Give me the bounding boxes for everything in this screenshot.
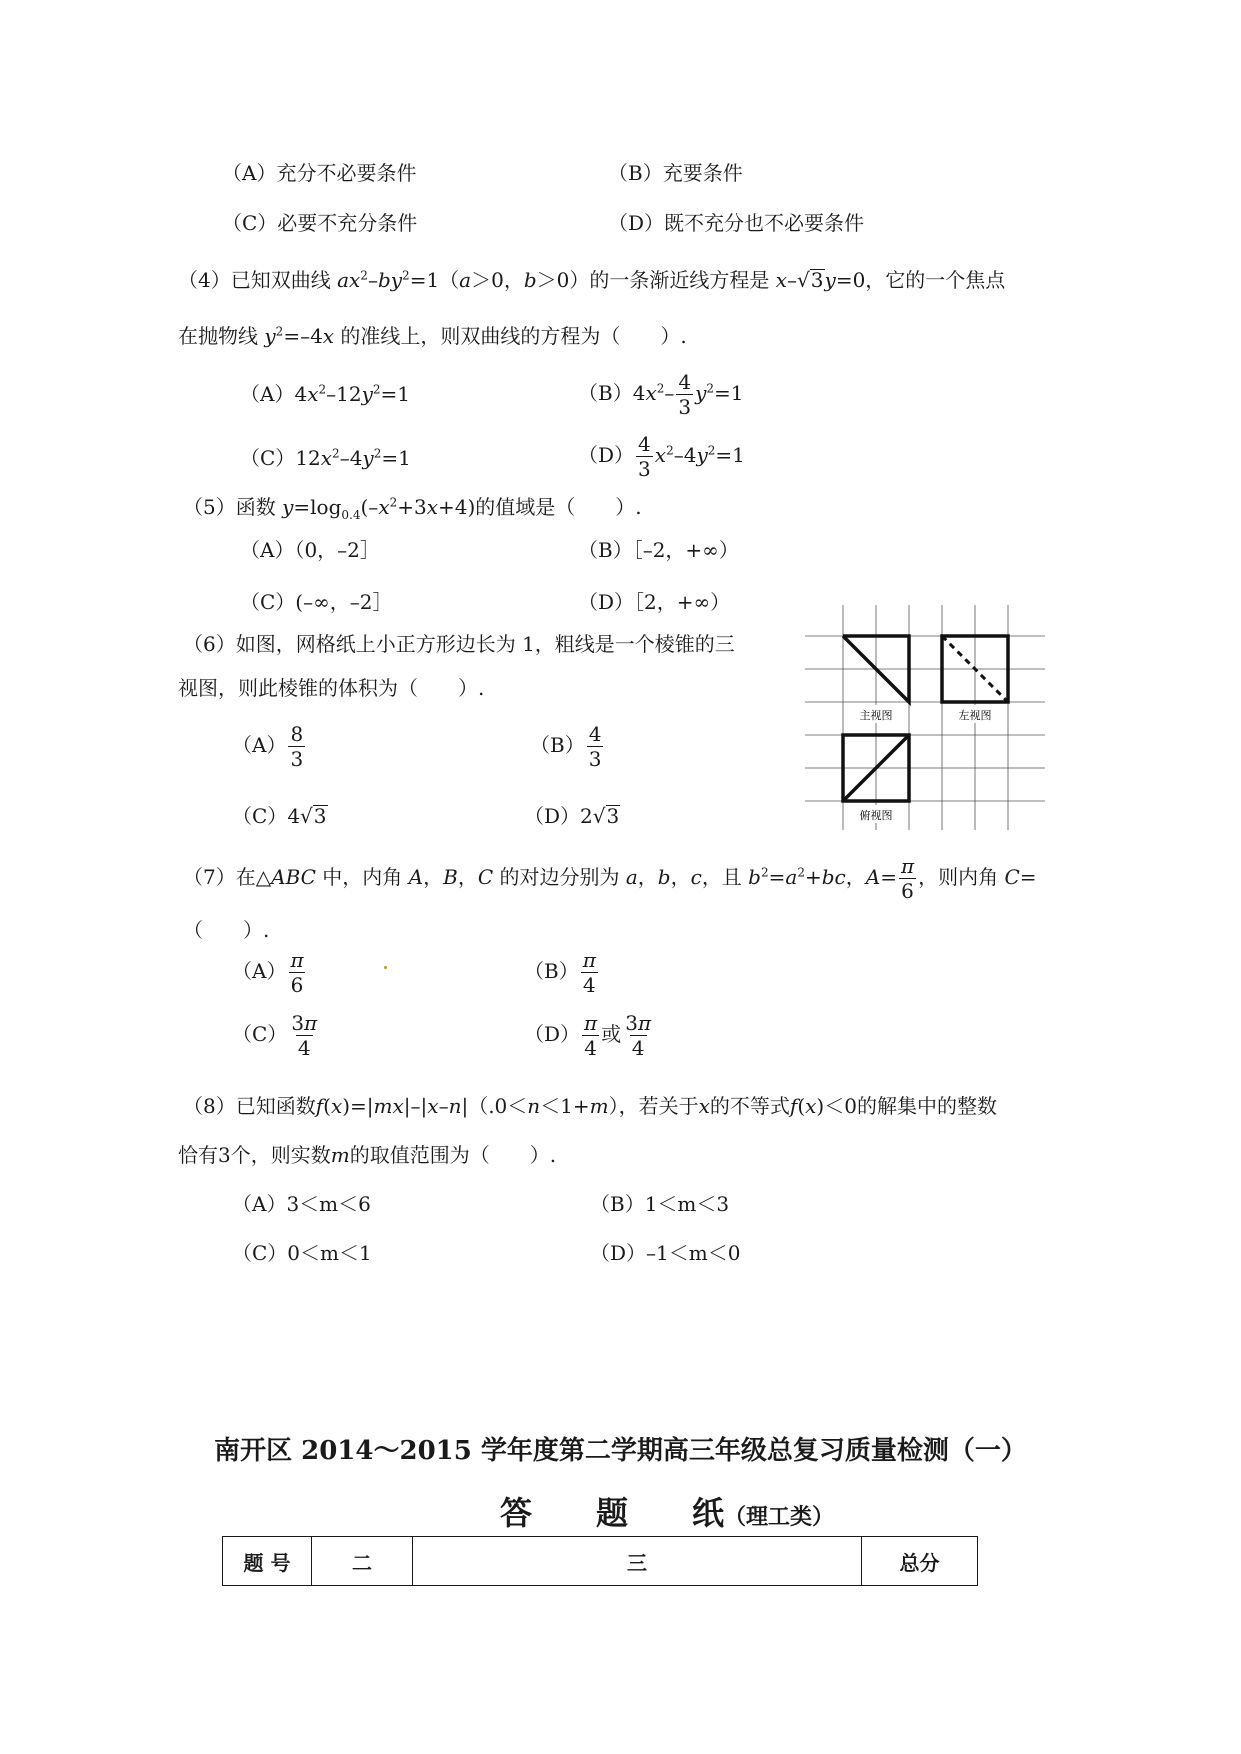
q8-line2: 恰有3个，则实数m的取值范围为（ ）. (178, 1143, 557, 1167)
q5-option-c: （C）(–∞，–2］ (240, 590, 393, 614)
q5-line1: （5）函数 $y=\log_{0.4}(-x^2+3x+4)$的值域是（ ）. (183, 495, 642, 522)
score-table-header-row (223, 1537, 978, 1586)
col-question-number: 题 号 (223, 1537, 312, 1586)
q5-option-b: （B）［–2，+∞） (578, 538, 739, 562)
q6-line1: （6）如图，网格纸上小正方形边长为 1，粗线是一个棱锥的三 (183, 632, 735, 656)
answer-sheet-title: 答 题 纸（理工类） (500, 1494, 835, 1532)
q6-option-c: （C）4√3 (232, 804, 327, 828)
score-table (222, 1536, 978, 1586)
q3-option-b: （B）充要条件 (608, 161, 743, 185)
q6-option-a: （A） $\frac{8}{3}$ (232, 722, 304, 771)
front-view-label: 主视图 (859, 709, 893, 722)
q5-option-d: （D）［2，+∞） (578, 590, 731, 614)
q7-option-c: （C） $\frac{3\pi}{4}$ (232, 1011, 318, 1060)
three-view-figure (805, 605, 1045, 830)
q8-option-d: （D）–1＜m＜0 (590, 1241, 741, 1265)
q3-option-d: （D）既不充分也不必要条件 (608, 211, 865, 235)
q4-option-b: $(B)4x^2-$ $\frac{4}{3}$ $y^2=1$ (578, 370, 744, 419)
q7-option-d: （D） $\frac{\pi}{4}$ 或 $\frac{3\pi}{4}$ (524, 1011, 652, 1060)
q5-option-a: （A）（0，–2］ (240, 538, 380, 562)
q7-option-a: （A） $\frac{\pi}{6}$ (232, 948, 304, 997)
q4-line2: 在抛物线 $y^2=-4x$ 的准线上，则双曲线的方程为（ ）. (178, 324, 687, 348)
q4-option-c: $(C)12x^2-4y^2=1$ (240, 446, 411, 470)
q8-option-a: （A）3＜m＜6 (232, 1192, 371, 1216)
q7-line1: （7）在△ABC 中，内角 A，B，C 的对边分别为 a，b，c，且 $b^2=a^2+bc$，A= $\frac{\pi}{6}$ ，则内角 C= (183, 854, 1037, 903)
q6-option-b: （B） $\frac{4}{3}$ (530, 722, 602, 771)
left-view-label: 左视图 (958, 709, 992, 722)
q6-option-d: （D）2√3 (524, 804, 620, 828)
exam-title: 南开区 2014～2015 学年度第二学期高三年级总复习质量检测（一） (214, 1436, 1027, 1466)
q7-line2: （ ）. (183, 918, 270, 942)
top-view-label: 俯视图 (859, 809, 893, 822)
q8-option-b: （B）1＜m＜3 (590, 1192, 730, 1216)
q7-option-b: （B） $\frac{\pi}{4}$ (524, 948, 596, 997)
q3-option-a: （A）充分不必要条件 (222, 161, 417, 185)
col-total: 总分 (862, 1537, 978, 1586)
q8-line1: （8）已知函数f(x)=|mx|–|x–n|（.0＜n＜1+m），若关于x的不等式f(x)＜0的解集中的整数 (183, 1094, 997, 1118)
q4-option-d: （D） $\frac{4}{3}$ $x^2-4y^2=1$ (578, 432, 745, 481)
col-part-three: 三 (413, 1537, 862, 1586)
q3-option-c: （C）必要不充分条件 (222, 211, 418, 235)
q4-option-a: $(A)4x^2-12y^2=1$ (240, 382, 410, 406)
q8-option-c: （C）0＜m＜1 (232, 1241, 372, 1265)
stray-mark (384, 966, 387, 969)
q4-line1: （4）已知双曲线 $ax^2-by^2=1(a>0$，b＞0）的一条渐近线方程是 x–√3y=0，它的一个焦点 (178, 268, 1006, 292)
q6-line2: 视图，则此棱锥的体积为（ ）. (178, 676, 485, 700)
col-part-two: 二 (312, 1537, 413, 1586)
